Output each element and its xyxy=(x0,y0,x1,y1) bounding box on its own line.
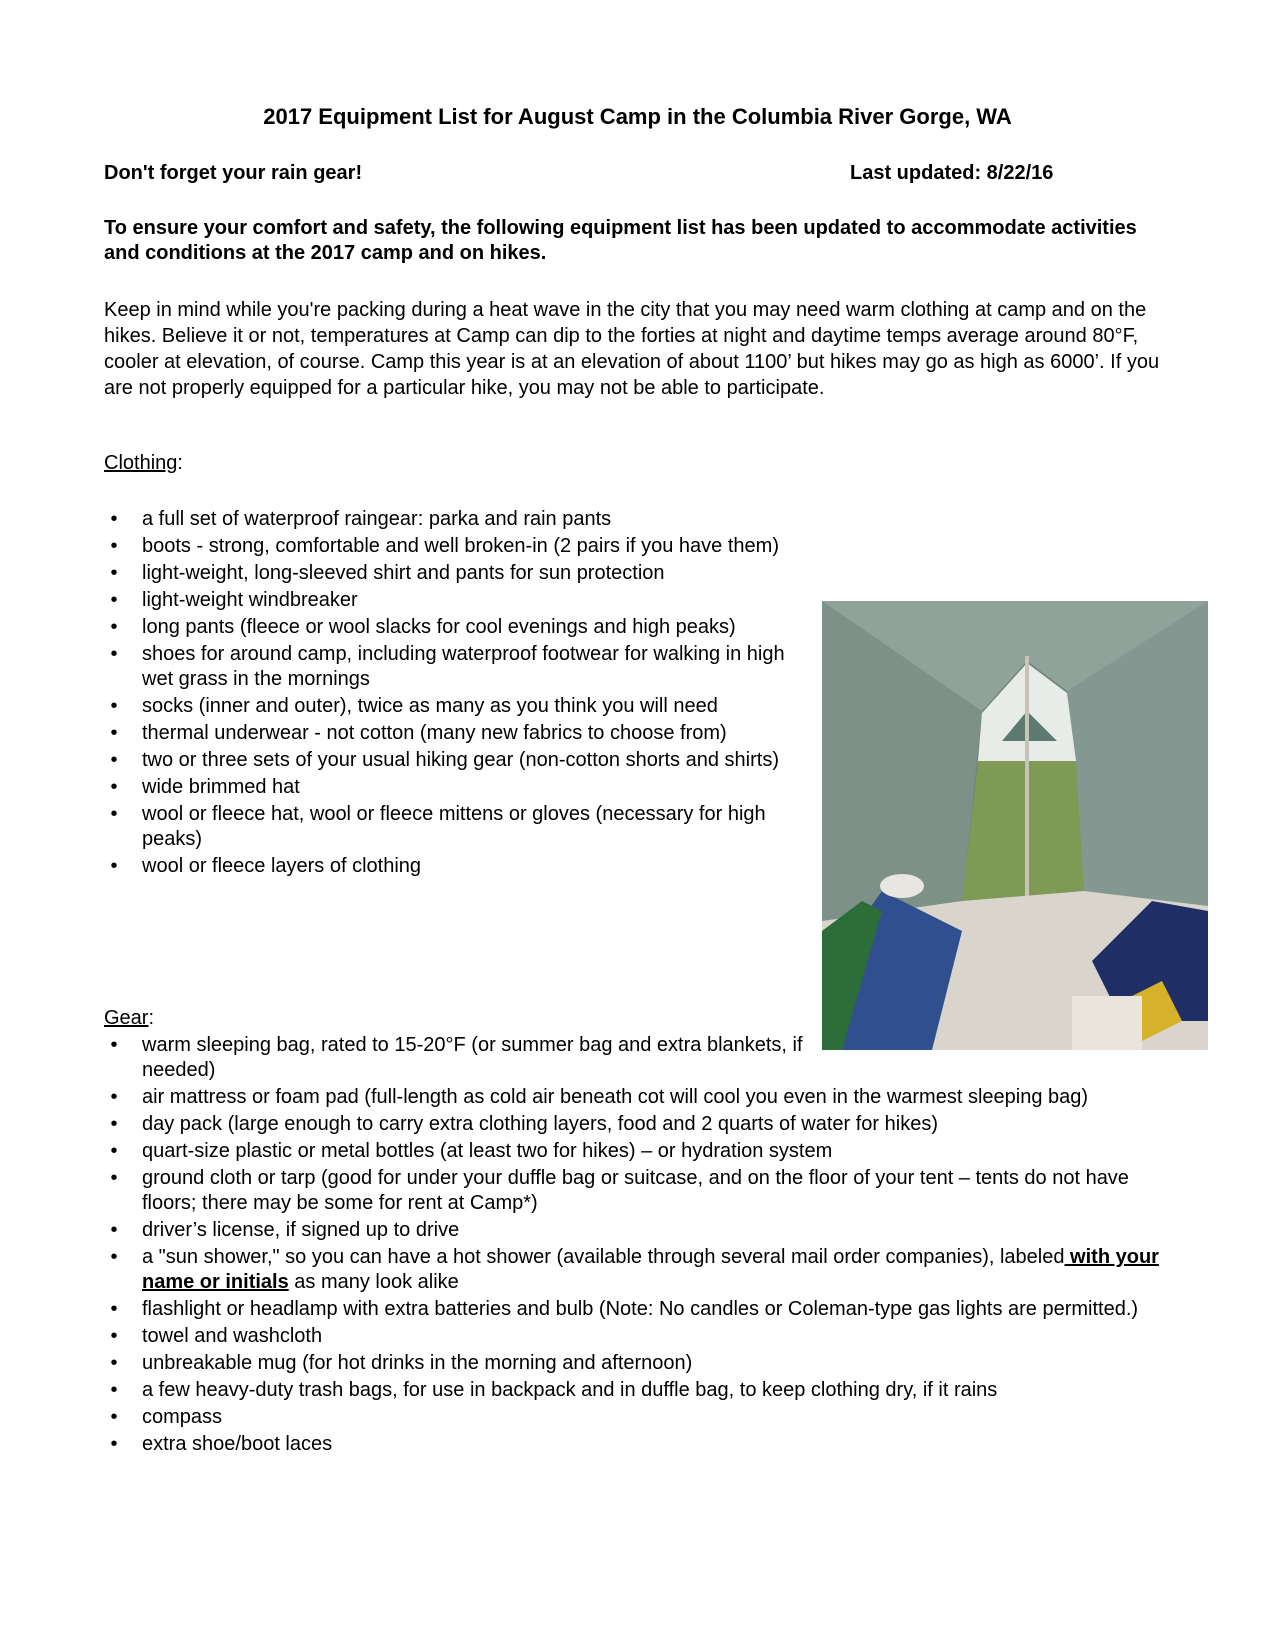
list-item xyxy=(104,1218,1179,1243)
bullet: • xyxy=(110,562,118,584)
list-item xyxy=(104,1432,1179,1457)
bullet: • xyxy=(110,1433,118,1455)
list-item xyxy=(104,588,794,613)
name-initials-emphasis: with your name or initials xyxy=(142,1246,1159,1293)
list-item-text: towel and washcloth xyxy=(142,1325,323,1347)
list-item-text: wide brimmed hat xyxy=(142,776,300,798)
bullet: • xyxy=(110,1086,118,1108)
bullet: • xyxy=(110,616,118,638)
list-item-text: light-weight windbreaker xyxy=(142,589,358,611)
list-item-text: extra shoe/boot laces xyxy=(142,1433,333,1455)
sun-shower-text: a "sun shower," so you can have a hot shower (available through several mail order companies), labeled xyxy=(142,1246,1065,1268)
clothing-heading-label: Clothing xyxy=(104,452,178,474)
bullet: • xyxy=(110,722,118,744)
clothing-list xyxy=(104,507,794,881)
list-item xyxy=(104,1085,1179,1110)
list-item-text: driver’s license, if signed up to drive xyxy=(142,1219,460,1241)
bullet: • xyxy=(110,1406,118,1428)
list-item xyxy=(104,1378,1179,1403)
clothing-heading xyxy=(104,451,183,475)
bullet: • xyxy=(110,695,118,717)
list-item-text: ground cloth or tarp (good for under your duffle bag or suitcase, and on the floor of your tent – tents do not have floors; there may be some for rent at Camp*) xyxy=(142,1167,1129,1214)
list-item xyxy=(104,1166,1179,1216)
list-item-text: long pants (fleece or wool slacks for cool evenings and high peaks) xyxy=(142,616,736,638)
bullet: • xyxy=(110,1113,118,1135)
bullet: • xyxy=(110,508,118,530)
last-updated: Last updated: 8/22/16 xyxy=(850,162,1054,184)
bullet: • xyxy=(110,1140,118,1162)
gear-heading-colon: : xyxy=(148,1007,155,1029)
list-item xyxy=(104,1405,1179,1430)
list-item-text: day pack (large enough to carry extra clothing layers, food and 2 quarts of water for hikes) xyxy=(142,1113,938,1135)
bullet: • xyxy=(110,1246,118,1268)
list-item xyxy=(104,854,794,879)
list-item xyxy=(104,642,794,692)
bullet: • xyxy=(110,1167,118,1189)
gear-heading-label: Gear xyxy=(104,1007,149,1029)
page-title: 2017 Equipment List for August Camp in the Columbia River Gorge, WA xyxy=(263,104,1012,129)
bullet: • xyxy=(110,1379,118,1401)
clothing-heading-colon: : xyxy=(177,452,183,474)
bullet: • xyxy=(110,1352,118,1374)
bullet: • xyxy=(110,589,118,611)
list-item xyxy=(104,694,794,719)
list-item xyxy=(104,615,794,640)
intro-statement: To ensure your comfort and safety, the following equipment list has been updated to accommodate activities and conditions at the 2017 camp and on hikes. xyxy=(104,217,1137,264)
tent-interior-photo xyxy=(822,601,1208,1050)
list-item-text: warm sleeping bag, rated to 15-20°F (or summer bag and extra blankets, if needed) xyxy=(142,1034,803,1081)
bullet: • xyxy=(110,776,118,798)
list-item xyxy=(104,1033,812,1083)
list-item xyxy=(104,721,794,746)
intro-paragraph: Keep in mind while you're packing during a heat wave in the city that you may need warm clothing at camp and on the hikes. Believe it or not, temperatures at Camp can dip to the forties at night and daytime temps average around 80°F, cooler at elevation, of course. Camp this year is at an elevation of about 1100’ but hikes may go as high as 6000’. If you are not properly equipped for a particular hike, you may not be able to participate. xyxy=(104,299,1160,399)
list-item-text: a full set of waterproof raingear: parka and rain pants xyxy=(142,508,612,530)
gear-heading xyxy=(104,1006,154,1030)
list-item-text: flashlight or headlamp with extra batteries and bulb (Note: No candles or Coleman-type gas lights are permitted.) xyxy=(142,1298,1139,1320)
bullet: • xyxy=(110,1325,118,1347)
rain-gear-reminder: Don't forget your rain gear! xyxy=(104,162,363,184)
bullet: • xyxy=(110,643,118,665)
list-item-text: unbreakable mug (for hot drinks in the morning and afternoon) xyxy=(142,1352,693,1374)
list-item xyxy=(104,561,794,586)
list-item xyxy=(104,534,794,559)
list-item-text: compass xyxy=(142,1406,223,1428)
bullet: • xyxy=(110,803,118,825)
gear-list xyxy=(104,1033,1179,1459)
list-item xyxy=(104,1112,1179,1137)
list-item xyxy=(104,507,794,532)
list-item-text: air mattress or foam pad (full-length as cold air beneath cot will cool you even in the warmest sleeping bag) xyxy=(142,1086,1089,1108)
bullet: • xyxy=(110,749,118,771)
bullet: • xyxy=(110,1298,118,1320)
list-item xyxy=(104,1324,1179,1349)
list-item-text: boots - strong, comfortable and well broken-in (2 pairs if you have them) xyxy=(142,535,779,557)
list-item-text: light-weight, long-sleeved shirt and pants for sun protection xyxy=(142,562,665,584)
list-item xyxy=(104,748,794,773)
bullet: • xyxy=(110,1034,118,1056)
list-item-text: two or three sets of your usual hiking gear (non-cotton shorts and shirts) xyxy=(142,749,779,771)
tent-pole xyxy=(1025,656,1029,906)
list-item xyxy=(104,802,794,852)
list-item xyxy=(104,1351,1179,1376)
grass xyxy=(962,761,1084,901)
list-item-text: socks (inner and outer), twice as many as you think you will need xyxy=(142,695,718,717)
list-item xyxy=(104,1245,1179,1295)
list-item xyxy=(104,1297,1179,1322)
list-item-text: shoes for around camp, including waterproof footwear for walking in high wet grass in the mornings xyxy=(142,643,785,690)
bullet: • xyxy=(110,855,118,877)
list-item-text: quart-size plastic or metal bottles (at least two for hikes) – or hydration system xyxy=(142,1140,833,1162)
sun-shower-tail: as many look alike xyxy=(288,1271,459,1293)
list-item-text: a few heavy-duty trash bags, for use in backpack and in duffle bag, to keep clothing dry, if it rains xyxy=(142,1379,998,1401)
hat xyxy=(880,874,924,898)
list-item-text: wool or fleece layers of clothing xyxy=(142,855,422,877)
list-item-text: wool or fleece hat, wool or fleece mittens or gloves (necessary for high peaks) xyxy=(142,803,766,850)
list-item xyxy=(104,1139,1179,1164)
list-item-text: thermal underwear - not cotton (many new fabrics to choose from) xyxy=(142,722,727,744)
bullet: • xyxy=(110,1219,118,1241)
list-item xyxy=(104,775,794,800)
bullet: • xyxy=(110,535,118,557)
